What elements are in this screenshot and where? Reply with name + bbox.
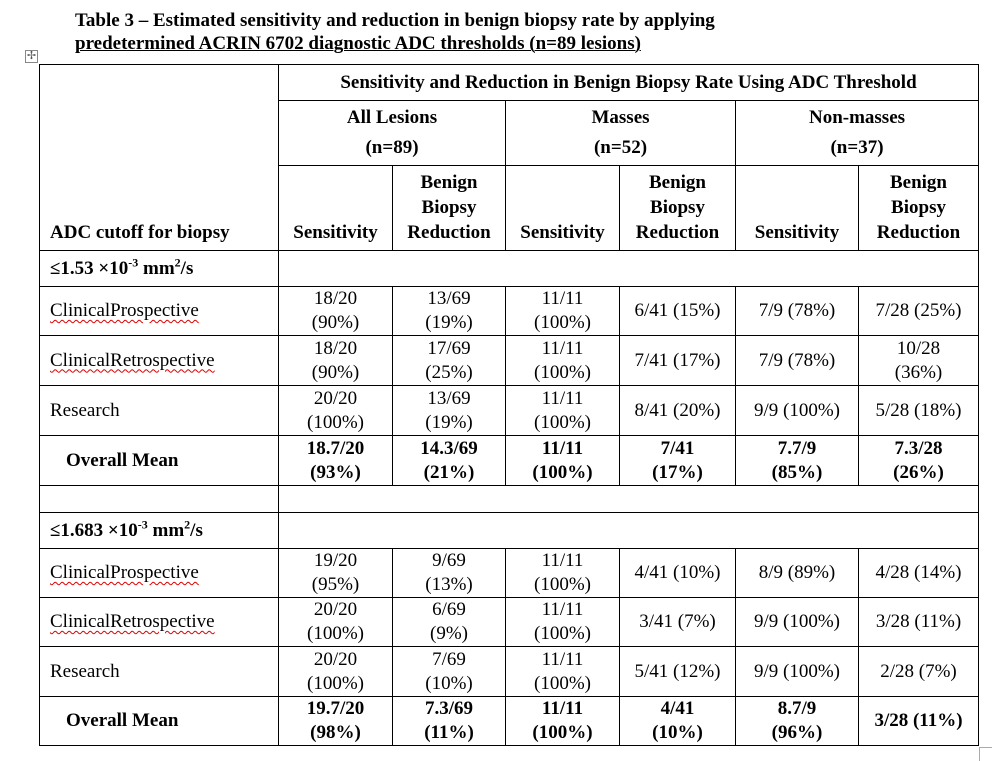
cell-line: (36%) — [894, 361, 943, 383]
data-cell — [620, 647, 736, 697]
cell-line: 7/41 — [660, 437, 695, 459]
cell-line: 11/11 — [541, 698, 584, 719]
data-cell — [506, 436, 620, 486]
cell-line: (100%) — [534, 574, 591, 595]
cell-line: (19%) — [425, 411, 473, 433]
data-cell — [859, 436, 979, 486]
cell-line: (85%) — [771, 461, 823, 483]
cell-line: (10%) — [425, 672, 473, 694]
data-cell — [279, 287, 393, 336]
cell-line: (90%) — [311, 312, 360, 333]
cell-line: (98%) — [310, 722, 361, 743]
data-cell — [279, 386, 393, 436]
cell-line: 2/28 (7%) — [880, 660, 957, 682]
cell-line: 7/28 (25%) — [875, 300, 962, 321]
data-cell — [279, 647, 393, 697]
table-row — [40, 549, 979, 598]
data-cell — [279, 436, 393, 486]
data-cell — [393, 647, 506, 697]
cell-line: (100%) — [532, 461, 593, 483]
cell-line: (93%) — [310, 461, 361, 483]
row-label-header: ADC cutoff for biopsy — [40, 65, 279, 251]
cell-line: 11/11 — [541, 387, 584, 409]
data-cell — [393, 287, 506, 336]
data-cell — [736, 386, 859, 436]
cell-line: 18/20 — [313, 337, 358, 359]
header-line: Reduction — [876, 222, 961, 243]
header-line: Benign — [889, 172, 948, 193]
data-cell — [506, 336, 620, 386]
cell-line: 10/28 — [896, 337, 941, 359]
cell-line: (9%) — [430, 623, 468, 644]
cutoff-unit: mm — [138, 257, 175, 279]
cell-line: 5/41 (12%) — [634, 660, 721, 682]
data-cell — [620, 336, 736, 386]
data-cell — [620, 386, 736, 436]
cell-line: 17/69 — [427, 337, 471, 359]
group-n: (n=52) — [593, 137, 648, 158]
cell-line: 3/28 (11%) — [875, 611, 962, 632]
unit-tail: /s — [180, 257, 194, 279]
row-label-text: ClinicalRetrospective — [50, 611, 215, 632]
cell-line: 9/9 (100%) — [753, 399, 840, 421]
data-cell — [859, 336, 979, 386]
data-cell — [859, 549, 979, 598]
cell-line: 6/41 (15%) — [634, 300, 721, 321]
data-cell — [859, 598, 979, 647]
cell-line: (100%) — [534, 623, 591, 644]
page-corner-mark — [979, 747, 992, 761]
data-cell — [736, 436, 859, 486]
table-move-handle-icon[interactable]: ✢ — [26, 50, 37, 62]
data-cell — [506, 598, 620, 647]
data-cell — [859, 697, 979, 746]
data-cell — [393, 336, 506, 386]
row-label — [40, 336, 279, 386]
cell-line: (100%) — [534, 361, 591, 383]
span-header: Sensitivity and Reduction in Benign Biopsy Rate Using ADC Threshold — [279, 65, 979, 101]
section-cutoff-label — [40, 513, 279, 549]
data-cell — [859, 386, 979, 436]
cell-line: 20/20 — [313, 387, 358, 409]
results-table — [39, 64, 979, 746]
row-label-text: ClinicalProspective — [50, 300, 199, 321]
cell-line: 9/9 (100%) — [753, 611, 840, 632]
data-cell — [620, 436, 736, 486]
cell-line: (21%) — [423, 461, 475, 483]
cell-line: 11/11 — [541, 437, 584, 459]
cell-line: (19%) — [425, 312, 473, 333]
data-cell — [620, 549, 736, 598]
col-header-benign-biopsy-reduction — [620, 166, 736, 251]
row-label-text: ClinicalRetrospective — [50, 349, 215, 371]
data-cell — [393, 598, 506, 647]
table-row — [40, 336, 979, 386]
row-label — [40, 287, 279, 336]
cell-line: 3/28 (11%) — [874, 710, 963, 731]
group-header-non-masses — [736, 101, 979, 166]
cell-line: 8/9 (89%) — [758, 562, 836, 583]
cell-line: 8/41 (20%) — [634, 399, 721, 421]
cell-line: (90%) — [311, 361, 360, 383]
data-cell — [279, 549, 393, 598]
cell-line: 8.7/9 — [777, 698, 817, 719]
cell-line: (26%) — [893, 461, 944, 483]
cell-line: 7/9 (78%) — [758, 300, 836, 321]
cell-line: (13%) — [425, 574, 473, 595]
cell-line: 19/20 — [313, 550, 358, 571]
cutoff-unit: mm — [147, 519, 185, 541]
table-row — [40, 386, 979, 436]
data-cell — [393, 697, 506, 746]
cutoff-value: ≤1.683 ×10 — [50, 519, 138, 541]
cell-line: 9/69 — [432, 550, 466, 571]
cell-line: (100%) — [307, 623, 364, 644]
caption-line-2: predetermined ACRIN 6702 diagnostic ADC thresholds (n=89 lesions) — [75, 33, 641, 54]
header-line: Benign — [420, 172, 478, 193]
spacer-cell — [40, 486, 279, 513]
cell-line: 18/20 — [313, 288, 358, 309]
data-cell — [393, 549, 506, 598]
group-header-masses — [506, 101, 736, 166]
cell-line: 13/69 — [427, 387, 471, 409]
col-header-sensitivity: Sensitivity — [506, 166, 620, 251]
cutoff-value: ≤1.53 ×10 — [50, 257, 129, 279]
spacer-cell — [279, 486, 979, 513]
table-row — [40, 598, 979, 647]
cell-line: (100%) — [534, 312, 591, 333]
data-cell — [859, 287, 979, 336]
cell-line: (11%) — [424, 722, 474, 743]
cell-line: 20/20 — [313, 648, 358, 670]
cell-line: (10%) — [652, 722, 703, 743]
cell-line: 19.7/20 — [306, 698, 365, 719]
header-line: Biopsy — [421, 197, 477, 218]
col-header-benign-biopsy-reduction — [393, 166, 506, 251]
cell-line: 5/28 (18%) — [875, 399, 962, 421]
section-cutoff-label — [40, 251, 279, 287]
group-name: Masses — [591, 107, 650, 128]
col-header-sensitivity: Sensitivity — [279, 166, 393, 251]
row-label — [40, 598, 279, 647]
data-cell — [736, 647, 859, 697]
data-cell — [620, 697, 736, 746]
cell-line: 14.3/69 — [420, 437, 478, 459]
data-cell — [736, 287, 859, 336]
cell-line: 7.3/69 — [424, 698, 474, 719]
row-label — [40, 436, 279, 486]
col-header-sensitivity: Sensitivity — [736, 166, 859, 251]
cell-line: 11/11 — [541, 648, 584, 670]
table-row — [40, 436, 979, 486]
table-caption — [75, 9, 975, 55]
row-label — [40, 697, 279, 746]
row-label — [40, 549, 279, 598]
cell-line: 7.7/9 — [777, 437, 817, 459]
cell-line: 7.3/28 — [894, 437, 943, 459]
group-header-all-lesions — [279, 101, 506, 166]
data-cell — [736, 697, 859, 746]
cell-line: 13/69 — [427, 288, 471, 309]
group-n: (n=89) — [365, 137, 419, 158]
cell-line: 18.7/20 — [306, 437, 365, 459]
cell-line: 11/11 — [541, 599, 584, 620]
row-label-text: Research — [50, 660, 120, 682]
data-cell — [279, 697, 393, 746]
cell-line: 11/11 — [541, 288, 584, 309]
table-row — [40, 697, 979, 746]
cell-line: 7/69 — [432, 648, 466, 670]
row-label — [40, 386, 279, 436]
cell-line: (95%) — [311, 574, 360, 595]
cell-line: (100%) — [532, 722, 593, 743]
group-n: (n=37) — [830, 137, 884, 158]
data-cell — [393, 436, 506, 486]
row-label — [40, 647, 279, 697]
data-cell — [506, 287, 620, 336]
section-empty-cell — [279, 251, 979, 287]
cell-line: 3/41 (7%) — [639, 611, 716, 632]
data-cell — [736, 336, 859, 386]
header-line: Biopsy — [891, 197, 946, 218]
data-cell — [506, 697, 620, 746]
section-empty-cell — [279, 513, 979, 549]
cell-line: (17%) — [652, 461, 703, 483]
caption-line-1: Table 3 – Estimated sensitivity and reduction in benign biopsy rate by applying — [75, 10, 715, 31]
data-cell — [506, 549, 620, 598]
unit-exponent: 2 — [184, 517, 191, 532]
header-line: Benign — [648, 172, 707, 193]
header-line: Reduction — [635, 222, 720, 243]
cell-line: 4/41 (10%) — [634, 562, 721, 583]
data-cell — [279, 598, 393, 647]
header-line: Biopsy — [650, 197, 705, 218]
table-row — [40, 647, 979, 697]
unit-tail: /s — [190, 519, 203, 541]
row-label-text: Overall Mean — [66, 449, 179, 471]
row-label-text: Overall Mean — [66, 710, 179, 731]
data-cell — [736, 598, 859, 647]
cell-line: 7/9 (78%) — [758, 349, 836, 371]
cell-line: 7/41 (17%) — [634, 349, 721, 371]
cutoff-exponent: -3 — [137, 517, 148, 532]
cell-line: (100%) — [534, 672, 591, 694]
group-name: Non-masses — [808, 107, 906, 128]
data-cell — [393, 386, 506, 436]
data-cell — [506, 386, 620, 436]
cell-line: (25%) — [425, 361, 473, 383]
data-cell — [736, 549, 859, 598]
col-header-benign-biopsy-reduction — [859, 166, 979, 251]
group-name: All Lesions — [346, 107, 438, 128]
cell-line: (100%) — [534, 411, 591, 433]
cell-line: 11/11 — [541, 550, 584, 571]
data-cell — [506, 647, 620, 697]
cell-line: 4/41 — [660, 698, 695, 719]
table-row — [40, 287, 979, 336]
cutoff-exponent: -3 — [128, 255, 139, 270]
row-label-text: Research — [50, 399, 120, 421]
cell-line: 11/11 — [541, 337, 584, 359]
cell-line: 6/69 — [432, 599, 466, 620]
unit-exponent: 2 — [174, 255, 181, 270]
header-line: Reduction — [407, 222, 491, 243]
row-label-text: ClinicalProspective — [50, 562, 199, 583]
cell-line: (96%) — [771, 722, 823, 743]
data-cell — [279, 336, 393, 386]
cell-line: 20/20 — [313, 599, 358, 620]
cell-line: (100%) — [307, 672, 364, 694]
cell-line: 4/28 (14%) — [875, 562, 962, 583]
data-cell — [620, 287, 736, 336]
data-cell — [620, 598, 736, 647]
cell-line: 9/9 (100%) — [753, 660, 840, 682]
data-cell — [859, 647, 979, 697]
cell-line: (100%) — [307, 411, 364, 433]
